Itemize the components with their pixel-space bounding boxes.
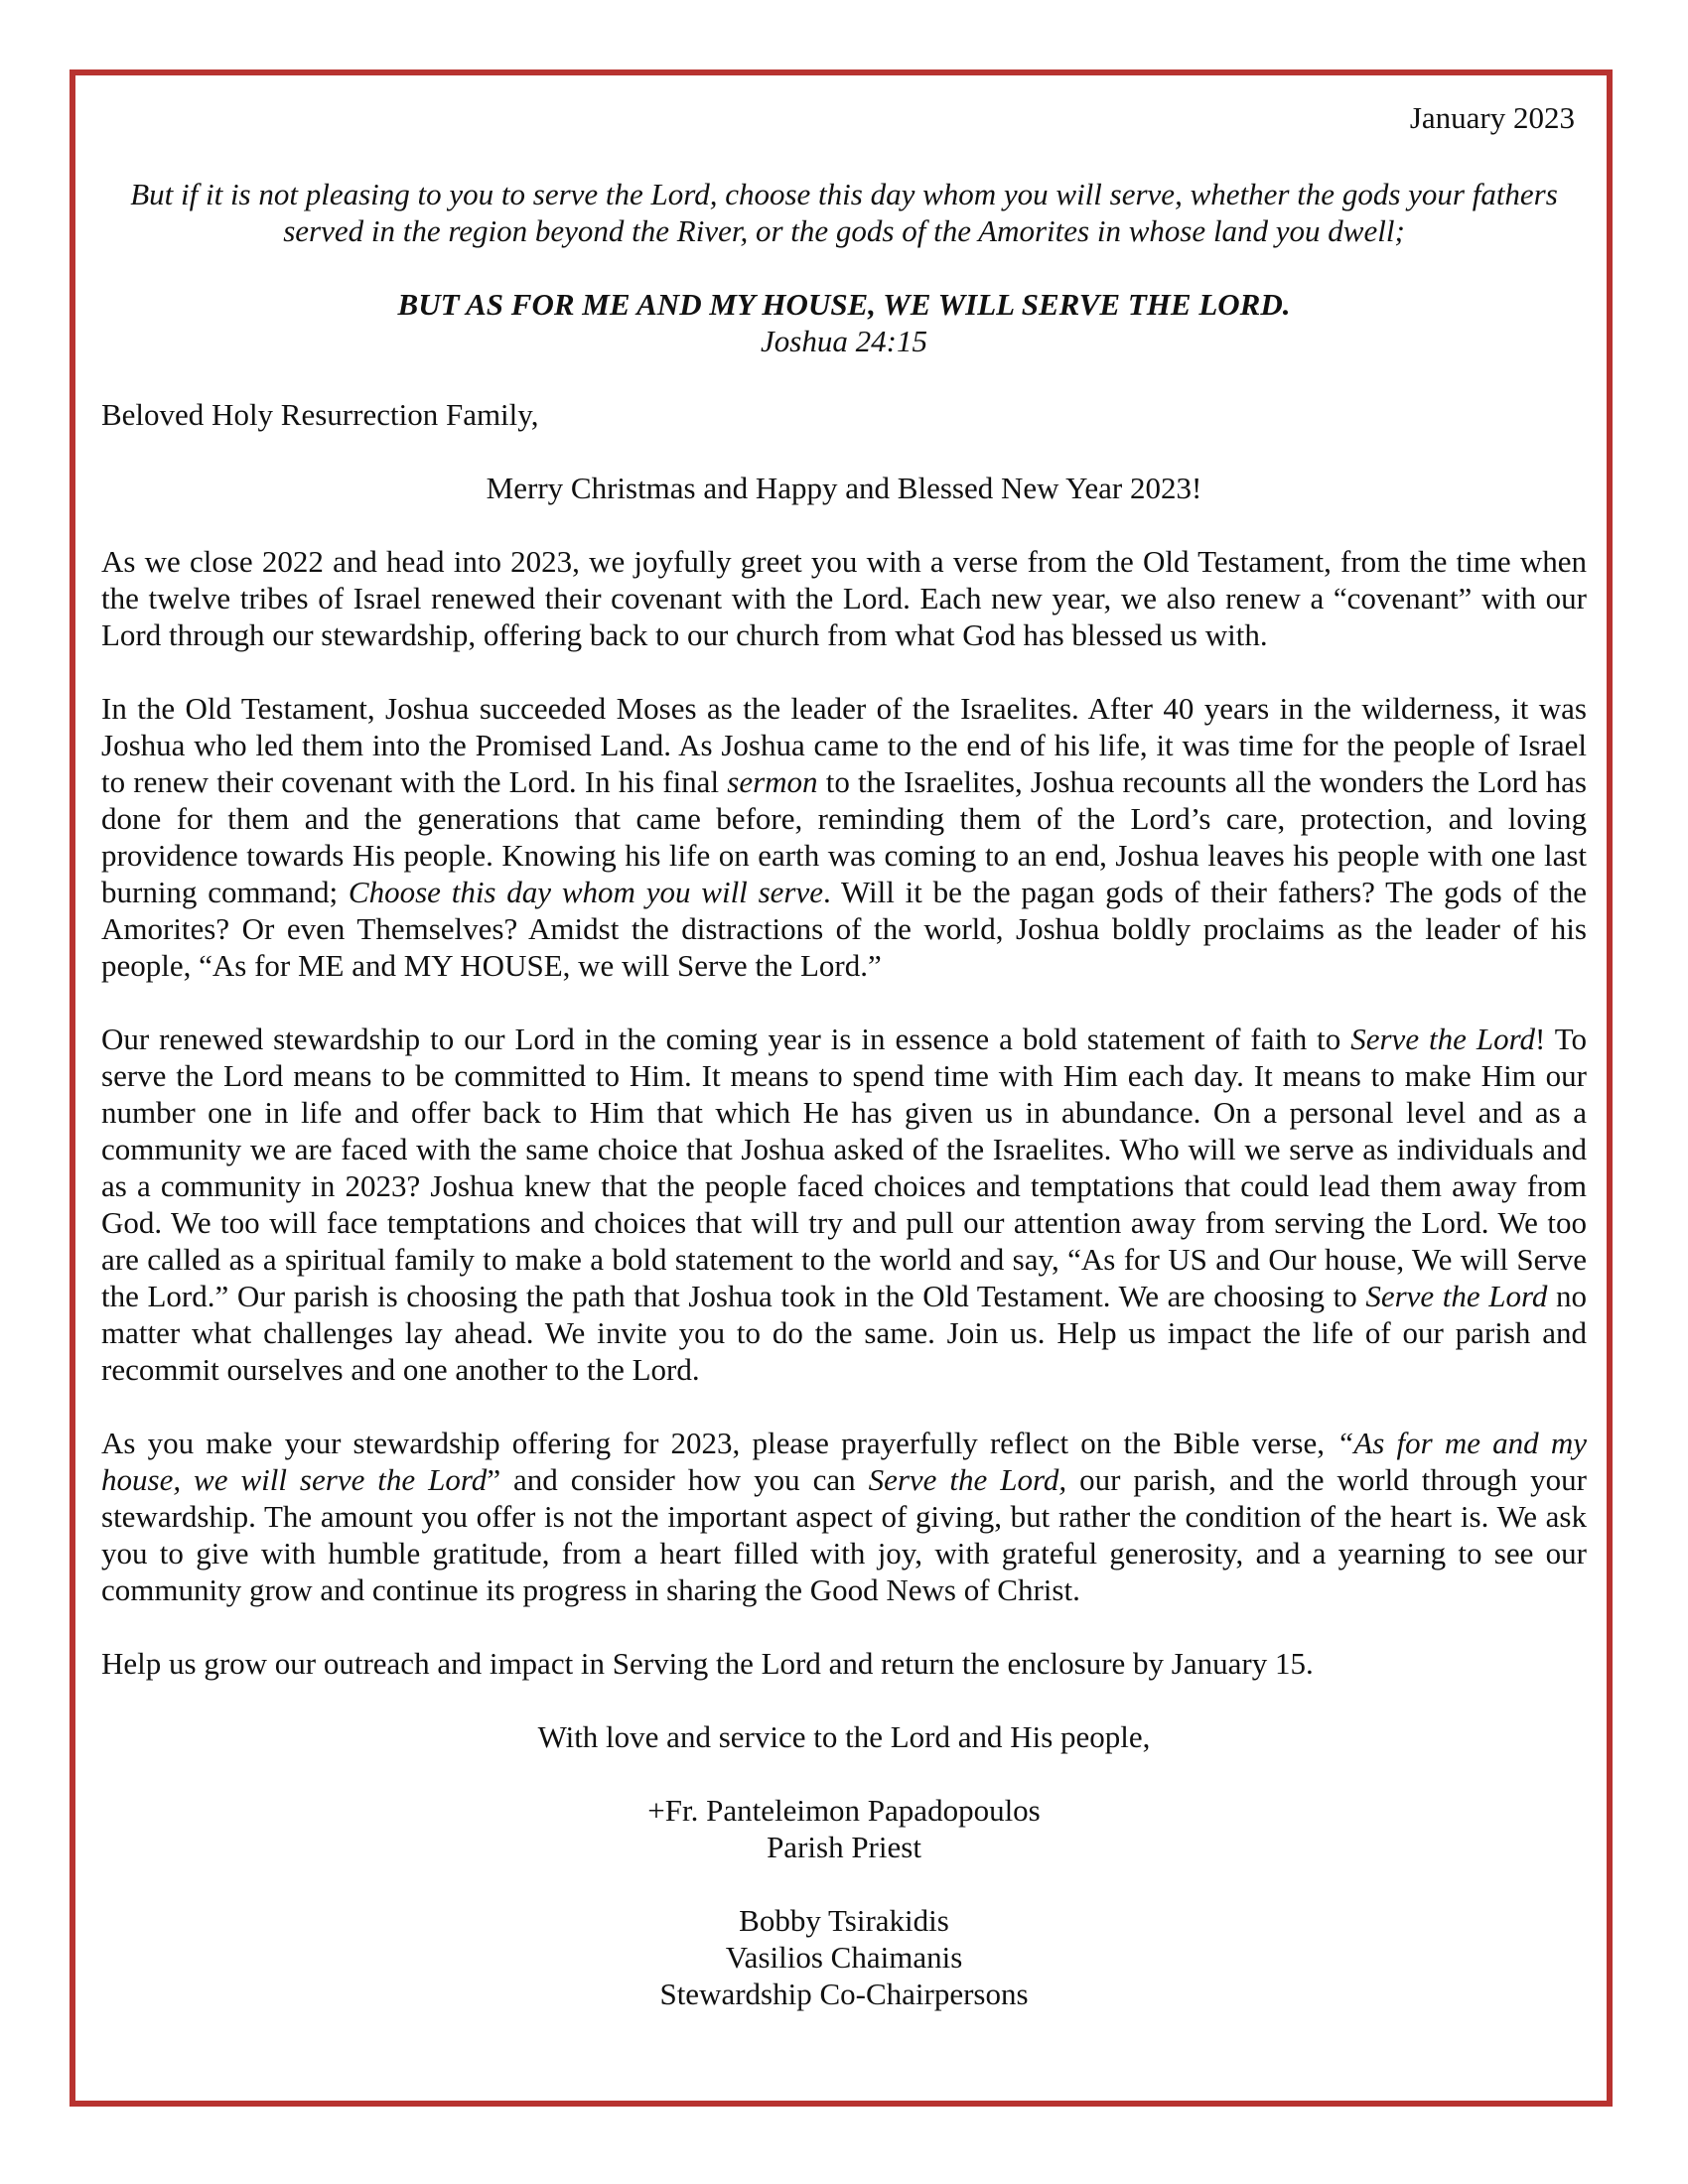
paragraph-4-text-a: As you make your stewardship offering for 2023, please prayerfully reflect on the Bible verse, [101, 1426, 1337, 1460]
paragraph-3-text-b: ! To serve the Lord means to be committed to Him. It means to spend time with Him each day. It means to make Him our number one in life and offer back to Him that which He has given us in abundance. On a personal level and as a community we are faced with the same choice that Joshua asked of the Israelites. Who will we serve as individuals and as a community in 2023? Joshua knew that the people faced choices and temptations that could lead them away from God. We too will face temptations and choices that will try and pull our attention away from serving the Lord. We too are called as a spiritual family to make a bold statement to the world and say, “As for US and Our house, We will Serve the Lord.” Our parish is choosing the path that Joshua took in the Old Testament. We are choosing to [101, 1022, 1588, 1313]
priest-title: Parish Priest [767, 1830, 921, 1864]
paragraph-4-text-c: our parish, and the world through your stewardship. The amount you offer is not the important aspect of giving, but rather the condition of the heart is. We ask you to give with humble gratitude, from a heart filled with joy, with grateful generosity, and a yearning to see our community grow and continue its progress in sharing the Good News of Christ. [101, 1462, 1587, 1607]
paragraph-4 [101, 1425, 1587, 1608]
closing-line: With love and service to the Lord and His people, [537, 1719, 1151, 1754]
paragraph-2-text-a: In the Old Testament, Joshua succeeded Moses as the leader of the Israelites. After 40 years in the wilderness, it was Joshua who led them into the Promised Land. As Joshua came to the end of his life, it was time for the people of Israel to renew their covenant with the Lord. In his final [101, 691, 1587, 799]
paragraph-4-text-b: ” and consider how you can [487, 1462, 869, 1497]
chairpersons-title: Stewardship Co-Chairpersons [659, 1977, 1029, 2011]
chairperson-1-name: Bobby Tsirakidis [739, 1903, 949, 1938]
verse-reference: Joshua 24:15 [761, 324, 927, 358]
paragraph-1: As we close 2022 and head into 2023, we joyfully greet you with a verse from the Old Testament, from the time when the twelve tribes of Israel renewed their covenant with the Lord. Each new year, we also renew a “covenant” with our Lord through our stewardship, offering back to our church from what God has blessed us with. [101, 544, 1587, 652]
paragraph-5: Help us grow our outreach and impact in Serving the Lord and return the enclosure by January 15. [101, 1646, 1314, 1681]
letter-body [101, 99, 1587, 2012]
paragraph-3-text-a: Our renewed stewardship to our Lord in the coming year is in essence a bold statement of faith to [101, 1022, 1351, 1056]
salutation: Beloved Holy Resurrection Family, [101, 397, 539, 432]
paragraph-2-emphasis-b: Choose this day whom you will serve [348, 875, 823, 909]
paragraph-4-emphasis-b: Serve the Lord, [868, 1462, 1067, 1497]
chairperson-2-name: Vasilios Chaimanis [725, 1940, 963, 1975]
priest-signature [101, 1792, 1587, 1865]
paragraph-3 [101, 1021, 1587, 1388]
chairpersons-signature [101, 1902, 1587, 2012]
paragraph-2-text-c: . Will it be the pagan gods of their fathers? The gods of the Amorites? Or even Themselves? Amidst the distractions of the world, Joshua boldly proclaims as the leader of his people, “As for ME and MY HOUSE, we will Serve the Lord.” [101, 875, 1588, 983]
key-verse: BUT AS FOR ME AND MY HOUSE, WE WILL SERVE THE LORD. [397, 287, 1291, 322]
paragraph-2-text-b: to the Israelites, Joshua recounts all the wonders the Lord has done for them and the generations that came before, reminding them of the Lord’s care, protection, and loving providence towards His people. Knowing his life on earth was coming to an end, Joshua leaves his people with one last burning command; [101, 764, 1587, 909]
paragraph-3-emphasis-a: Serve the Lord [1350, 1022, 1536, 1056]
season-greeting: Merry Christmas and Happy and Blessed New Year 2023! [486, 471, 1202, 505]
paragraph-3-text-c: no matter what challenges lay ahead. We invite you to do the same. Join us. Help us impact the life of our parish and recommit ourselves and one another to the Lord. [101, 1279, 1588, 1387]
priest-name: +Fr. Panteleimon Papadopoulos [647, 1793, 1041, 1828]
paragraph-2-emphasis-a: sermon [727, 764, 818, 799]
letter-date: January 2023 [1409, 100, 1575, 135]
paragraph-4-emphasis-a: “As for me and my house, we will serve the Lord [101, 1426, 1587, 1497]
paragraph-2 [101, 690, 1587, 984]
paragraph-3-emphasis-b: Serve the Lord [1365, 1279, 1548, 1313]
epigraph-verse: But if it is not pleasing to you to serve the Lord, choose this day whom you will serve, whether the gods your fathers served in the region beyond the River, or the gods of the Amorites in whose land you dwell; [130, 177, 1558, 248]
